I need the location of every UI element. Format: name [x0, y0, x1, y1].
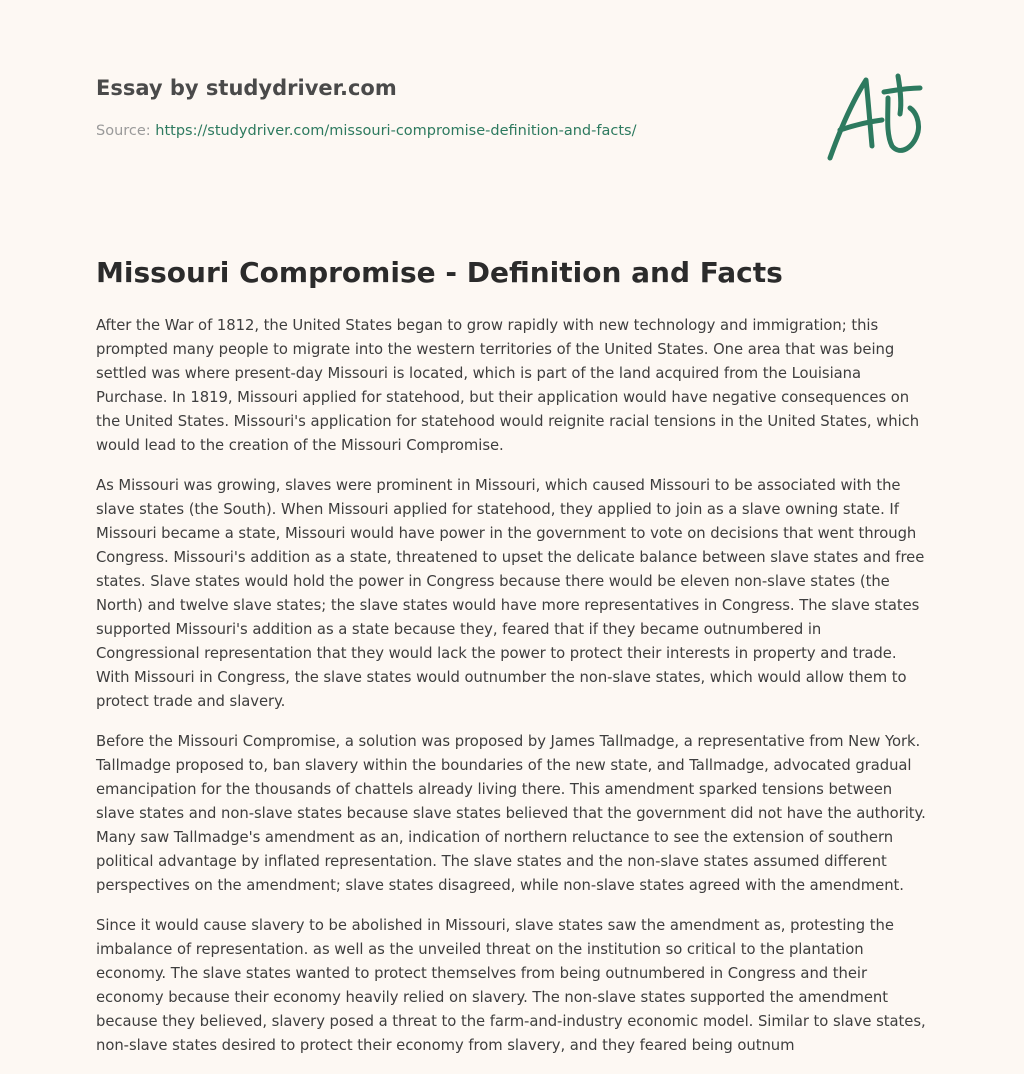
article-paragraph-4: Since it would cause slavery to be abolished in Missouri, slave states saw the amendment as, protesting the imbalance of representation. as well as the unveiled threat on the institution so critical to the plantation economy. The slave states wanted to protect themselves from being outnumbered in Congress and their economy because their economy heavily relied on slavery. The non-slave states supported the amendment because they believed, slavery posed a threat to the farm-and-industry economic model. Similar to slave states, non-slave states desired to protect their economy from slavery, and they feared being outnum — [96, 917, 926, 1054]
article-paragraph-1: After the War of 1812, the United States began to grow rapidly with new technology and immigration; this prompted many people to migrate into the western territories of the United States. One area that was being settled was where present-day Missouri is located, which is part of the land acquired from the Louisiana Purchase. In 1819, Missouri applied for statehood, but their application would have negative consequences on the United States. Missouri's application for statehood would reignite racial tensions in the United States, which would lead to the creation of the Missouri Compromise. — [96, 317, 920, 454]
a-plus-logo-icon — [822, 68, 926, 164]
source-label: Source: — [96, 123, 156, 139]
source-line — [96, 123, 636, 139]
article-paragraph-3: Before the Missouri Compromise, a solution was proposed by James Tallmadge, a representative from New York. Tallmadge proposed to, ban slavery within the boundaries of the new state, and Tallmadge, advocated gradual emancipation for the thousands of chattels already living there. This amendment sparked tensions between slave states and non-slave states because slave states believed that the government did not have the authority. Many saw Tallmadge's amendment as an, indication of northern reluctance to see the extension of southern political advantage by inflated representation. The slave states and the non-slave states assumed different perspectives on the amendment; slave states disagreed, while non-slave states agreed with the amendment. — [96, 733, 926, 894]
article-paragraph-2: As Missouri was growing, slaves were prominent in Missouri, which caused Missouri to be associated with the slave states (the South). When Missouri applied for statehood, they applied to join as a slave owning state. If Missouri became a state, Missouri would have power in the government to vote on decisions that went through Congress. Missouri's addition as a state, threatened to upset the delicate balance between slave states and free states. Slave states would hold the power in Congress because there would be eleven non-slave states (the North) and twelve slave states; the slave states would have more representatives in Congress. The slave states supported Missouri's addition as a state because they, feared that if they became outnumbered in Congressional representation that they would lack the power to protect their interests in property and trade. With Missouri in Congress, the slave states would outnumber the non-slave states, which would allow them to protect trade and slavery. — [96, 477, 925, 710]
essay-source-brand: Essay by studydriver.com — [96, 76, 397, 100]
article-title: Missouri Compromise - Definition and Facts — [96, 256, 783, 289]
source-link[interactable]: https://studydriver.com/missouri-compromise-definition-and-facts/ — [155, 123, 637, 139]
article-body — [96, 314, 928, 1074]
